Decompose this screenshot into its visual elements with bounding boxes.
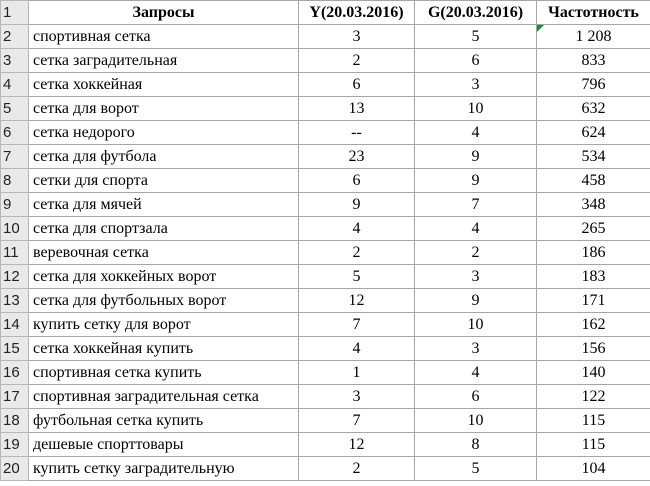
yandex-position-cell[interactable]: 2 xyxy=(299,457,415,481)
google-position-cell[interactable]: 9 xyxy=(415,169,537,193)
google-position-cell[interactable]: 8 xyxy=(415,433,537,457)
frequency-cell[interactable]: 348 xyxy=(537,193,650,217)
yandex-position-cell[interactable]: 12 xyxy=(299,433,415,457)
yandex-position-cell[interactable]: 6 xyxy=(299,169,415,193)
table-row xyxy=(1,25,650,49)
table-row xyxy=(1,217,650,241)
query-cell[interactable]: сетка хоккейная xyxy=(29,73,299,97)
query-cell[interactable]: сетка для спортзала xyxy=(29,217,299,241)
query-cell[interactable]: сетка хоккейная купить xyxy=(29,337,299,361)
query-cell[interactable]: дешевые спорттовары xyxy=(29,433,299,457)
frequency-cell[interactable]: 140 xyxy=(537,361,650,385)
frequency-cell[interactable]: 624 xyxy=(537,121,650,145)
frequency-cell[interactable]: 796 xyxy=(537,73,650,97)
yandex-position-cell[interactable]: 4 xyxy=(299,217,415,241)
query-cell[interactable]: спортивная сетка купить xyxy=(29,361,299,385)
header-frequency[interactable]: Частотность xyxy=(537,1,650,25)
yandex-position-cell[interactable]: 3 xyxy=(299,25,415,49)
google-position-cell[interactable]: 3 xyxy=(415,265,537,289)
google-position-cell[interactable]: 4 xyxy=(415,217,537,241)
google-position-cell[interactable]: 2 xyxy=(415,241,537,265)
table-row xyxy=(1,313,650,337)
header-google-position[interactable]: G(20.03.2016) xyxy=(415,1,537,25)
yandex-position-cell[interactable]: 1 xyxy=(299,361,415,385)
row-number[interactable]: 13 xyxy=(1,289,29,313)
table-row xyxy=(1,289,650,313)
query-cell[interactable]: спортивная заградительная сетка xyxy=(29,385,299,409)
row-number[interactable]: 15 xyxy=(1,337,29,361)
row-number[interactable]: 4 xyxy=(1,73,29,97)
google-position-cell[interactable]: 10 xyxy=(415,409,537,433)
table-row xyxy=(1,409,650,433)
frequency-cell[interactable]: 833 xyxy=(537,49,650,73)
frequency-cell[interactable]: 115 xyxy=(537,409,650,433)
header-row xyxy=(1,1,650,25)
frequency-cell[interactable]: 534 xyxy=(537,145,650,169)
google-position-cell[interactable]: 5 xyxy=(415,25,537,49)
row-number[interactable]: 17 xyxy=(1,385,29,409)
query-cell[interactable]: футбольная сетка купить xyxy=(29,409,299,433)
frequency-cell[interactable]: 632 xyxy=(537,97,650,121)
frequency-cell[interactable]: 104 xyxy=(537,457,650,481)
yandex-position-cell[interactable]: 9 xyxy=(299,193,415,217)
google-position-cell[interactable]: 10 xyxy=(415,97,537,121)
yandex-position-cell[interactable]: 2 xyxy=(299,49,415,73)
table-row xyxy=(1,193,650,217)
row-number[interactable]: 16 xyxy=(1,361,29,385)
frequency-cell[interactable]: 265 xyxy=(537,217,650,241)
table-row xyxy=(1,121,650,145)
row-number[interactable]: 12 xyxy=(1,265,29,289)
row-number[interactable]: 14 xyxy=(1,313,29,337)
frequency-cell[interactable]: 186 xyxy=(537,241,650,265)
yandex-position-cell[interactable]: 3 xyxy=(299,385,415,409)
row-number[interactable]: 5 xyxy=(1,97,29,121)
yandex-position-cell[interactable]: 12 xyxy=(299,289,415,313)
yandex-position-cell[interactable]: 23 xyxy=(299,145,415,169)
query-cell[interactable]: сетка для хоккейных ворот xyxy=(29,265,299,289)
query-cell[interactable]: сетка недорого xyxy=(29,121,299,145)
row-number[interactable]: 1 xyxy=(1,1,29,25)
row-number[interactable]: 19 xyxy=(1,433,29,457)
yandex-position-cell[interactable]: 2 xyxy=(299,241,415,265)
frequency-cell[interactable]: 171 xyxy=(537,289,650,313)
query-cell[interactable]: сетка для мячей xyxy=(29,193,299,217)
query-cell[interactable]: сетка для футбольных ворот xyxy=(29,289,299,313)
table-row xyxy=(1,457,650,481)
yandex-position-cell[interactable]: 4 xyxy=(299,337,415,361)
yandex-position-cell[interactable]: 7 xyxy=(299,313,415,337)
query-cell[interactable]: сетка заградительная xyxy=(29,49,299,73)
frequency-cell[interactable]: 115 xyxy=(537,433,650,457)
table-row xyxy=(1,73,650,97)
google-position-cell[interactable]: 6 xyxy=(415,49,537,73)
query-cell[interactable]: спортивная сетка xyxy=(29,25,299,49)
row-number[interactable]: 3 xyxy=(1,49,29,73)
table-row xyxy=(1,385,650,409)
query-cell[interactable]: купить сетку заградительную xyxy=(29,457,299,481)
row-number[interactable]: 11 xyxy=(1,241,29,265)
table-row xyxy=(1,265,650,289)
table-row xyxy=(1,145,650,169)
table-row xyxy=(1,241,650,265)
query-cell[interactable]: сетка для футбола xyxy=(29,145,299,169)
table-row xyxy=(1,433,650,457)
row-number[interactable]: 9 xyxy=(1,193,29,217)
google-position-cell[interactable]: 10 xyxy=(415,313,537,337)
table-row xyxy=(1,361,650,385)
yandex-position-cell[interactable]: 6 xyxy=(299,73,415,97)
google-position-cell[interactable]: 4 xyxy=(415,121,537,145)
row-number[interactable]: 18 xyxy=(1,409,29,433)
frequency-cell[interactable]: 156 xyxy=(537,337,650,361)
table-row xyxy=(1,97,650,121)
row-number[interactable]: 2 xyxy=(1,25,29,49)
frequency-cell[interactable]: 183 xyxy=(537,265,650,289)
row-number[interactable]: 8 xyxy=(1,169,29,193)
frequency-cell[interactable]: 458 xyxy=(537,169,650,193)
google-position-cell[interactable]: 3 xyxy=(415,337,537,361)
google-position-cell[interactable]: 3 xyxy=(415,73,537,97)
frequency-cell[interactable]: 122 xyxy=(537,385,650,409)
header-yandex-position[interactable]: Y(20.03.2016) xyxy=(299,1,415,25)
yandex-position-cell[interactable]: 7 xyxy=(299,409,415,433)
table-row xyxy=(1,337,650,361)
query-cell[interactable]: сетка для ворот xyxy=(29,97,299,121)
frequency-cell[interactable]: 1 208 xyxy=(537,25,650,49)
google-position-cell[interactable]: 9 xyxy=(415,289,537,313)
google-position-cell[interactable]: 9 xyxy=(415,145,537,169)
header-queries[interactable]: Запросы xyxy=(29,1,299,25)
table-row xyxy=(1,49,650,73)
row-number[interactable]: 20 xyxy=(1,457,29,481)
google-position-cell[interactable]: 4 xyxy=(415,361,537,385)
yandex-position-cell[interactable]: 13 xyxy=(299,97,415,121)
yandex-position-cell[interactable]: 5 xyxy=(299,265,415,289)
yandex-position-cell[interactable]: -- xyxy=(299,121,415,145)
frequency-cell[interactable]: 162 xyxy=(537,313,650,337)
google-position-cell[interactable]: 7 xyxy=(415,193,537,217)
query-cell[interactable]: купить сетку для ворот xyxy=(29,313,299,337)
row-number[interactable]: 6 xyxy=(1,121,29,145)
google-position-cell[interactable]: 5 xyxy=(415,457,537,481)
query-cell[interactable]: сетки для спорта xyxy=(29,169,299,193)
row-number[interactable]: 7 xyxy=(1,145,29,169)
row-number[interactable]: 10 xyxy=(1,217,29,241)
table-row xyxy=(1,169,650,193)
google-position-cell[interactable]: 6 xyxy=(415,385,537,409)
query-cell[interactable]: веревочная сетка xyxy=(29,241,299,265)
